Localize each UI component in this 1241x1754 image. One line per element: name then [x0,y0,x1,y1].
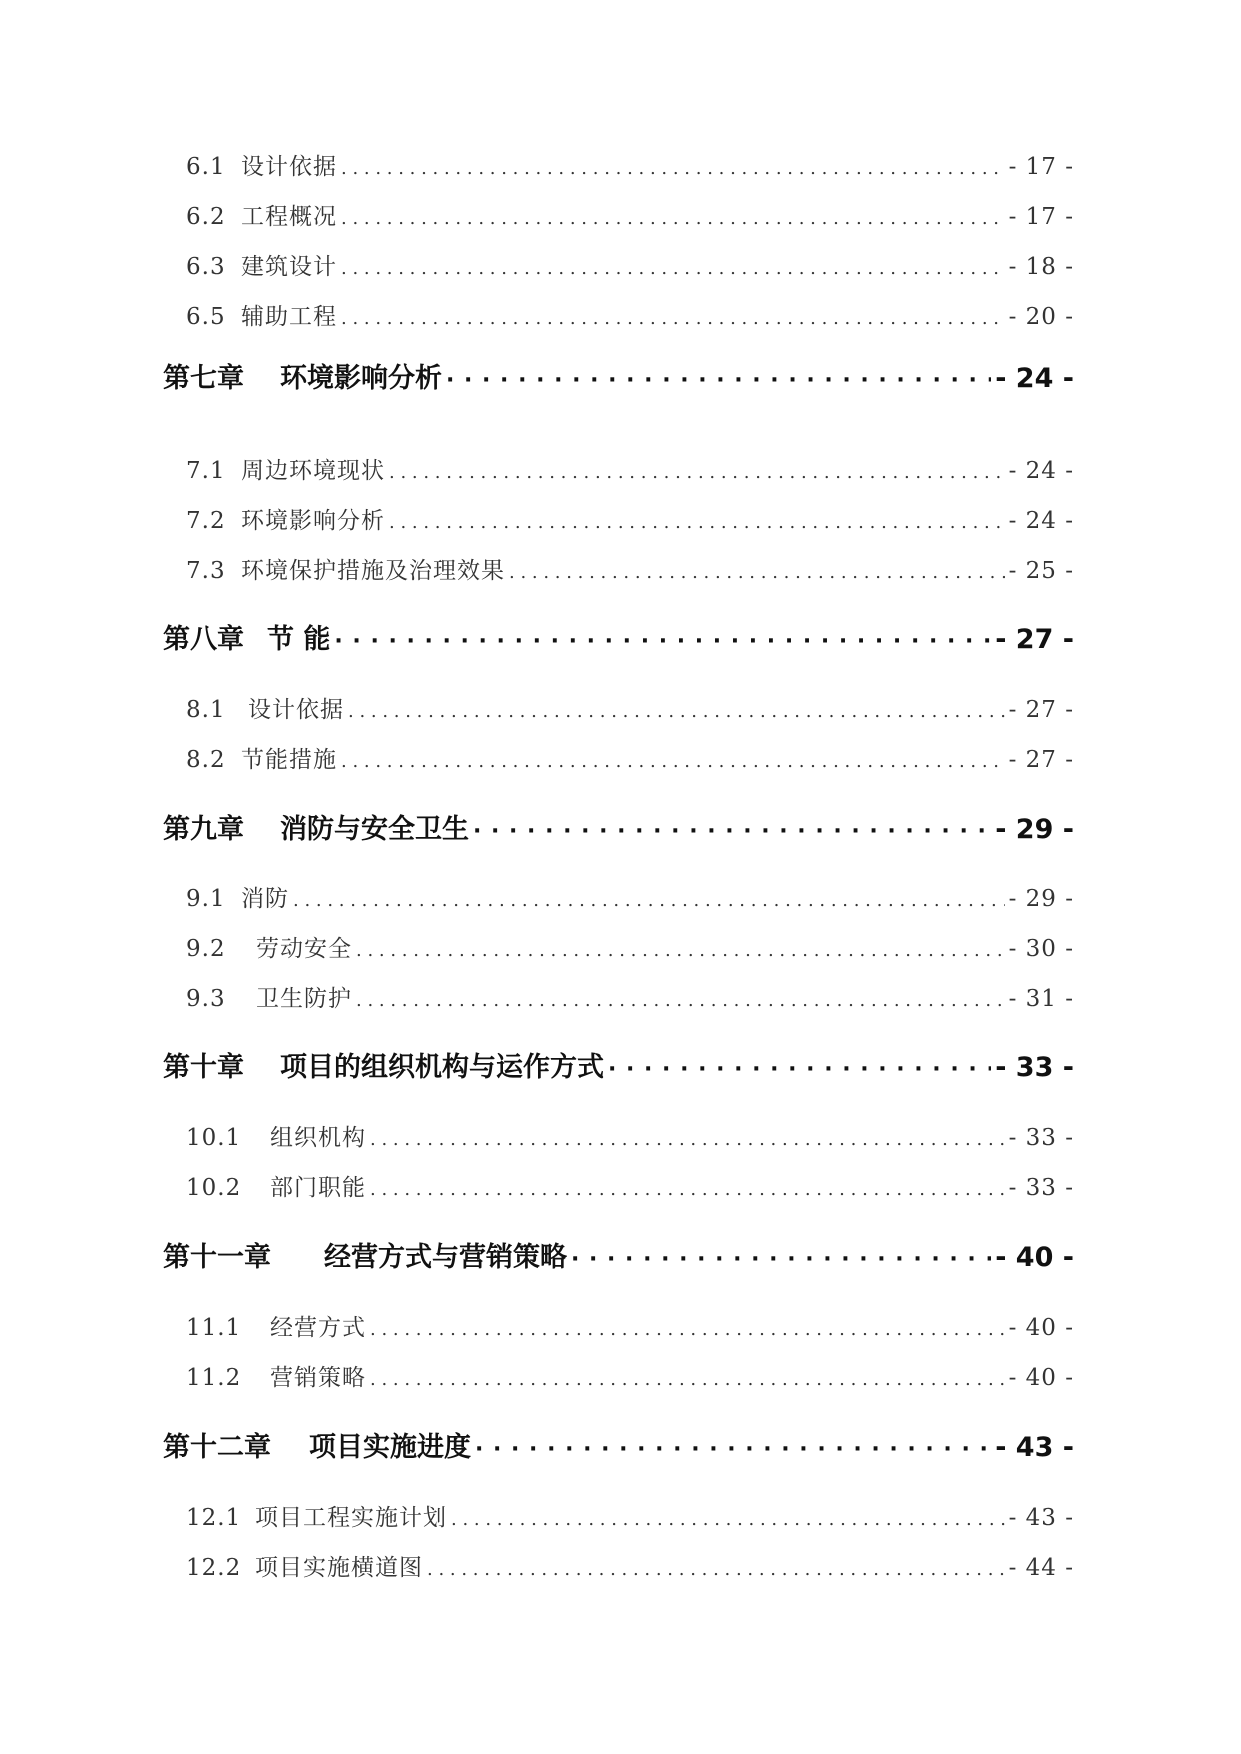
entry-title: 设计依据 [248,697,344,723]
entry-page: - 17 - [1008,154,1074,180]
entry-page: - 25 - [1008,558,1074,584]
entry-number: 12.1 [186,1505,242,1531]
dot-leader [334,629,991,654]
entry-title: 项目实施横道图 [255,1555,423,1581]
chapter-page: - 40 - [995,1242,1074,1273]
dot-leader [473,819,991,844]
dot-leader [608,1057,991,1082]
dot-leader [341,208,1005,229]
entry-page: - 44 - [1008,1555,1074,1581]
dot-leader [356,990,1005,1011]
entry-title: 部门职能 [270,1175,366,1201]
entry-title: 辅助工程 [241,304,337,330]
toc-entry[interactable] [186,1549,1074,1582]
entry-title: 劳动安全 [256,936,352,962]
chapter-page: - 29 - [995,814,1074,845]
chapter-page: - 27 - [995,624,1074,655]
entry-title: 组织机构 [270,1125,366,1151]
entry-title: 环境影响分析 [241,508,385,534]
chapter-number: 第八章 [163,624,244,655]
chapter-number: 第十二章 [163,1432,271,1463]
toc-entry[interactable] [186,741,1074,774]
toc-entry[interactable] [186,880,1074,913]
toc-chapter[interactable] [163,356,1074,395]
dot-leader [348,701,1005,722]
entry-page: - 20 - [1008,304,1074,330]
chapter-number: 第十一章 [163,1242,271,1273]
entry-number: 9.1 [186,886,226,912]
entry-page: - 40 - [1008,1365,1074,1391]
entry-number: 6.3 [186,254,226,280]
chapter-title: 消防与安全卫生 [280,814,469,845]
toc-chapter[interactable] [163,1235,1074,1274]
entry-title: 经营方式 [270,1315,366,1341]
dot-leader [509,562,1005,583]
dot-leader [370,1129,1005,1150]
chapter-page: - 43 - [995,1432,1074,1463]
dot-leader [571,1247,991,1272]
toc-entry[interactable] [186,148,1074,181]
entry-title: 建筑设计 [241,254,337,280]
entry-number: 9.3 [186,986,226,1012]
entry-number: 6.5 [186,304,226,330]
dot-leader [446,368,991,393]
entry-number: 12.2 [186,1555,242,1581]
entry-number: 10.2 [186,1175,242,1201]
entry-title: 工程概况 [241,204,337,230]
chapter-page: - 24 - [995,363,1074,394]
entry-number: 9.2 [186,936,226,962]
toc-chapter[interactable] [163,1425,1074,1464]
dot-leader [389,462,1005,483]
toc-entry[interactable] [186,1499,1074,1532]
entry-number: 11.1 [186,1315,242,1341]
entry-number: 10.1 [186,1125,242,1151]
dot-leader [451,1509,1005,1530]
entry-number: 7.1 [186,458,226,484]
entry-number: 8.1 [186,697,226,723]
entry-page: - 29 - [1008,886,1074,912]
dot-leader [427,1559,1005,1580]
toc-entry[interactable] [186,1359,1074,1392]
toc-entry[interactable] [186,552,1074,585]
entry-title: 节能措施 [241,747,337,773]
entry-page: - 24 - [1008,458,1074,484]
toc-entry[interactable] [186,198,1074,231]
toc-entry[interactable] [186,980,1074,1013]
toc-chapter[interactable] [163,617,1074,656]
entry-page: - 18 - [1008,254,1074,280]
dot-leader [341,158,1005,179]
dot-leader [293,890,1005,911]
dot-leader [370,1179,1005,1200]
entry-title: 卫生防护 [256,986,352,1012]
chapter-title: 项目的组织机构与运作方式 [280,1052,604,1083]
entry-title: 周边环境现状 [241,458,385,484]
chapter-number: 第十章 [163,1052,244,1083]
entry-page: - 43 - [1008,1505,1074,1531]
entry-page: - 17 - [1008,204,1074,230]
chapter-title: 环境影响分析 [280,363,442,394]
entry-page: - 27 - [1008,747,1074,773]
toc-entry[interactable] [186,691,1074,724]
dot-leader [341,258,1005,279]
chapter-number: 第七章 [163,363,244,394]
chapter-number: 第九章 [163,814,244,845]
entry-number: 7.3 [186,558,226,584]
entry-number: 8.2 [186,747,226,773]
entry-page: - 31 - [1008,986,1074,1012]
entry-title: 消防 [241,886,289,912]
toc-entry[interactable] [186,1169,1074,1202]
toc-entry[interactable] [186,452,1074,485]
dot-leader [370,1319,1005,1340]
entry-number: 6.2 [186,204,226,230]
toc-entry[interactable] [186,1309,1074,1342]
dot-leader [389,512,1005,533]
toc-entry[interactable] [186,1119,1074,1152]
dot-leader [341,308,1005,329]
dot-leader [341,751,1005,772]
toc-entry[interactable] [186,298,1074,331]
toc-entry[interactable] [186,502,1074,535]
entry-page: - 24 - [1008,508,1074,534]
toc-chapter[interactable] [163,807,1074,846]
dot-leader [356,940,1005,961]
dot-leader [475,1437,991,1462]
chapter-title: 项目实施进度 [309,1432,471,1463]
toc-entry[interactable] [186,248,1074,281]
chapter-title: 节 能 [267,624,331,655]
entry-page: - 40 - [1008,1315,1074,1341]
entry-title: 营销策略 [270,1365,366,1391]
entry-number: 6.1 [186,154,226,180]
entry-page: - 27 - [1008,697,1074,723]
entry-title: 设计依据 [241,154,337,180]
toc-entry[interactable] [186,930,1074,963]
entry-page: - 33 - [1008,1175,1074,1201]
entry-title: 环境保护措施及治理效果 [241,558,505,584]
entry-number: 7.2 [186,508,226,534]
chapter-page: - 33 - [995,1052,1074,1083]
toc-chapter[interactable] [163,1045,1074,1084]
entry-page: - 33 - [1008,1125,1074,1151]
entry-title: 项目工程实施计划 [255,1505,447,1531]
dot-leader [370,1369,1005,1390]
entry-page: - 30 - [1008,936,1074,962]
entry-number: 11.2 [186,1365,242,1391]
chapter-title: 经营方式与营销策略 [324,1242,567,1273]
